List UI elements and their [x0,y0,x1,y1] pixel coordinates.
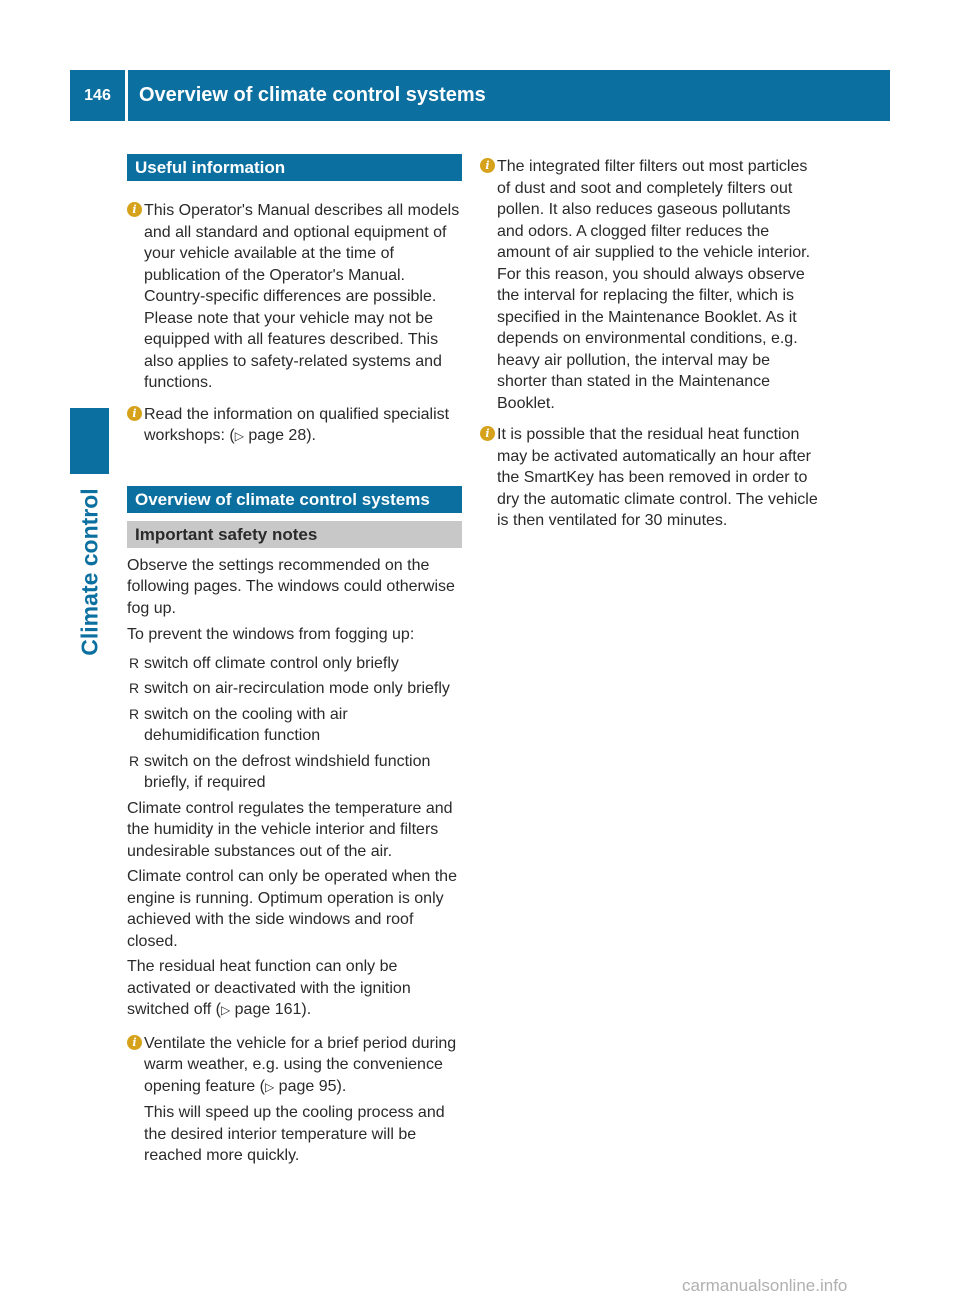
list-item-text: switch off climate control only briefly [144,654,399,672]
info-note-residual-heat-text: It is possible that the residual heat function may be activated automatically an hour after the SmartKey has been removed in order to dry the automatic climate control. The vehicle is then ventilated for 30 minutes. [497,426,818,529]
info-icon: i [127,1035,142,1050]
info-note-manual-text: This Operator's Manual describes all models and all standard and optional equipment of your vehicle available at the time of publication of the Operator's Manual. Country-specific differences are possible. Please note that your vehicle may not be equipped with all features described. This also applies to safety-related systems and functions. [144,202,460,391]
list-item [127,678,462,700]
list-item-text: switch on the cooling with air dehumidification function [144,705,348,744]
left-column [127,154,462,1167]
page-reference-link[interactable]: page 28). [248,427,316,444]
info-note-ventilate-continued: This will speed up the cooling process and the desired interior temperature will be reached more quickly. [144,1104,445,1164]
triangle-right-icon: ▷ [220,1003,231,1017]
page-number: 146 [84,87,111,104]
info-icon: i [127,406,142,421]
bullet-icon: R [129,654,140,671]
list-item-text: switch on air-recirculation mode only briefly [144,680,450,697]
page-title: Overview of climate control systems [139,84,486,106]
overview-heading: Overview of climate control systems [127,486,462,513]
section-tab-marker [70,408,109,474]
list-item [127,704,462,747]
paragraph-engine-running: Climate control can only be operated when the engine is running. Optimum operation is only achieved with the side windows and roof closed. [127,868,457,950]
info-note-filter [480,156,820,414]
paragraph-settings: Observe the settings recommended on the following pages. The windows could otherwise fog up. [127,556,455,617]
header-divider [125,70,128,121]
paragraph-regulates: Climate control regulates the temperature and the humidity in the vehicle interior and filters undesirable substances out of the air. [127,799,453,860]
info-note-manual [127,200,462,394]
list-item-text: switch on the defrost windshield function briefly, if required [144,752,431,791]
info-icon: i [127,202,142,217]
paragraph-prevent-fog: To prevent the windows from fogging up: [127,626,415,643]
paragraph-residual-heat-text: The residual heat function can only be activated or deactivated with the ignition switched off ( [127,958,411,1018]
page-reference-link[interactable]: page 161). [234,1001,312,1018]
page-reference-link[interactable]: page 95). [278,1077,347,1095]
triangle-right-icon: ▷ [234,429,244,443]
info-note-workshops [127,404,462,448]
info-note-ventilate-text: Ventilate the vehicle for a brief period during warm weather, e.g. using the convenience opening feature ( [144,1034,457,1095]
bullet-icon: R [129,752,140,769]
section-side-label [70,484,109,660]
bullet-icon: R [129,705,140,722]
info-note-workshops-text: Read the information on qualified specialist workshops: ( [144,405,450,444]
useful-information-heading: Useful information [127,154,462,181]
info-note-ventilate [127,1033,462,1167]
safety-notes-heading: Important safety notes [127,521,462,548]
list-item [127,751,462,794]
triangle-right-icon: ▷ [264,1079,275,1094]
info-note-residual-heat [480,424,820,532]
section-side-label-text: Climate control [76,488,102,656]
bullet-icon: R [129,680,140,696]
list-item [127,653,462,675]
info-icon: i [480,426,495,441]
info-icon: i [480,158,495,173]
info-note-filter-text: The integrated filter filters out most particles of dust and soot and completely filters out pollen. It also reduces gaseous pollutants and odors. A clogged filter reduces the amount of air supplied to the vehicle interior. For this reason, you should always observe the interval for replacing the filter, which is specified in the Maintenance Booklet. As it depends on environmental conditions, e.g. heavy air pollution, the interval may be shorter than stated in the Maintenance Booklet. [497,158,811,412]
right-column [480,154,820,532]
watermark: carmanualsonline.info [682,1276,848,1295]
paragraph-residual-heat [127,956,462,1022]
